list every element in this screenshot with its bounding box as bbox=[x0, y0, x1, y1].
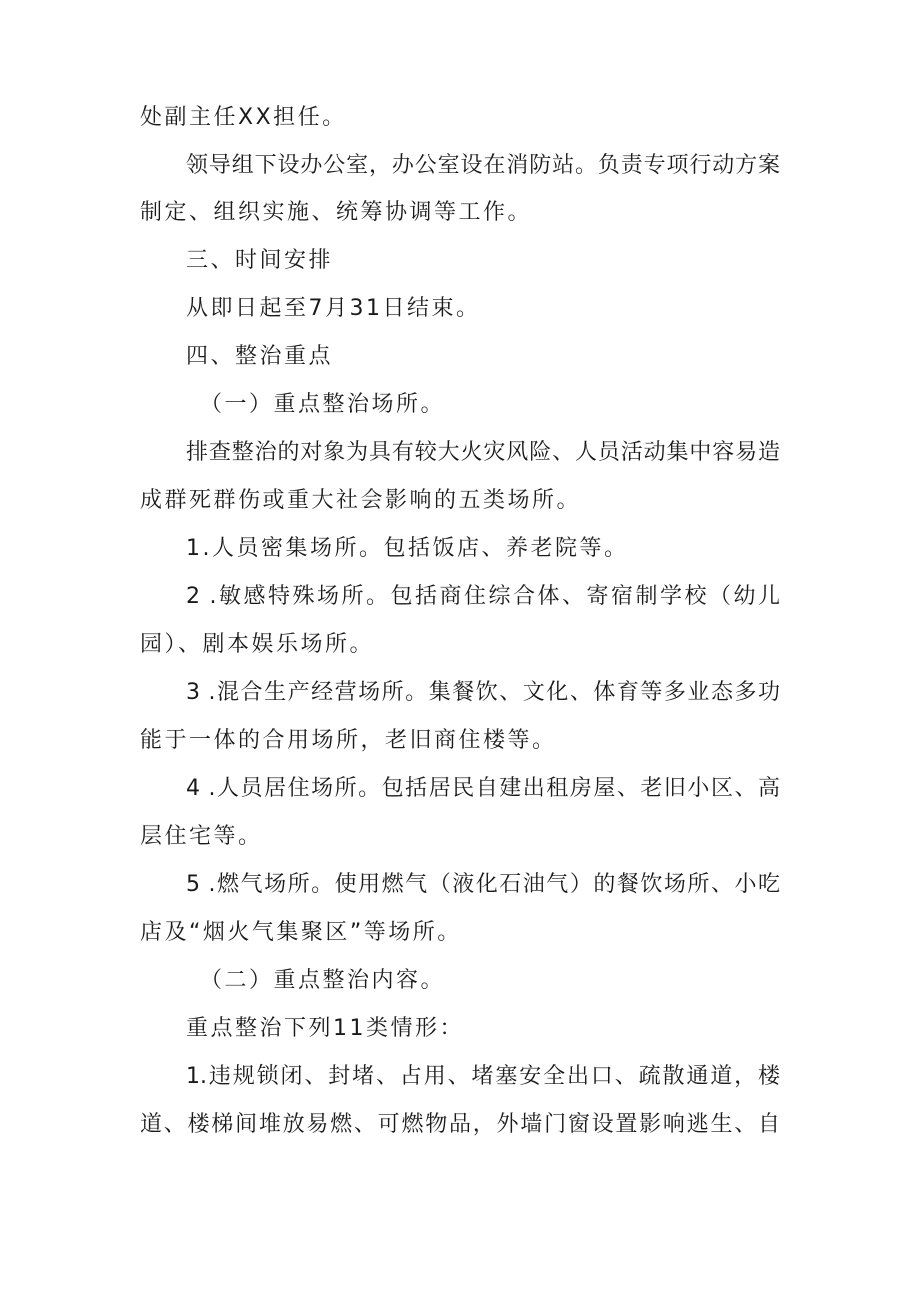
item-5-gas-2: 店及“烟火气集聚区”等场所。 bbox=[140, 920, 462, 945]
line-targets-1: 排查整治的对象为具有较大火灾风险、人员活动集中容易造 bbox=[186, 440, 780, 465]
item-2-sensitive-1: 2 .敏感特殊场所。包括商住综合体、寄宿制学校（幼儿 bbox=[186, 584, 780, 609]
line-targets-2: 成群死群伤或重大社会影响的五类场所。 bbox=[140, 488, 582, 513]
heading-schedule: 三、时间安排 bbox=[186, 248, 334, 273]
situation-1-line-1: 1.违规锁闭、封堵、占用、堵塞安全出口、疏散通道，楼 bbox=[186, 1064, 780, 1089]
item-2-sensitive-2: 园）、剧本娱乐场所。 bbox=[140, 632, 375, 657]
line-office-duties: 制定、组织实施、统筹协调等工作。 bbox=[140, 200, 533, 225]
line-eleven-situations: 重点整治下列11类情形： bbox=[186, 1016, 464, 1041]
subheading-focus-places: （一）重点整治场所。 bbox=[200, 392, 446, 417]
line-office-setup: 领导组下设办公室，办公室设在消防站。负责专项行动方案 bbox=[186, 153, 780, 178]
item-1-crowded: 1.人员密集场所。包括饭店、养老院等。 bbox=[186, 536, 629, 561]
item-5-gas-1: 5 .燃气场所。使用燃气（液化石油气）的餐饮场所、小吃 bbox=[186, 872, 780, 897]
subheading-focus-content: （二）重点整治内容。 bbox=[200, 968, 446, 993]
item-4-residential-2: 层住宅等。 bbox=[140, 824, 263, 849]
item-3-mixed-1: 3 .混合生产经营场所。集餐饮、文化、体育等多业态多功 bbox=[186, 680, 780, 705]
line-continuation-leader: 处副主任XX担任。 bbox=[140, 105, 347, 130]
item-3-mixed-2: 能于一体的合用场所，老旧商住楼等。 bbox=[140, 728, 557, 753]
situation-1-line-2: 道、楼梯间堆放易燃、可燃物品，外墙门窗设置影响逃生、自 bbox=[140, 1112, 780, 1137]
heading-focus: 四、整治重点 bbox=[186, 344, 334, 369]
line-schedule-period: 从即日起至7月31日结束。 bbox=[186, 296, 481, 321]
item-4-residential-1: 4 .人员居住场所。包括居民自建出租房屋、老旧小区、高 bbox=[186, 776, 780, 801]
